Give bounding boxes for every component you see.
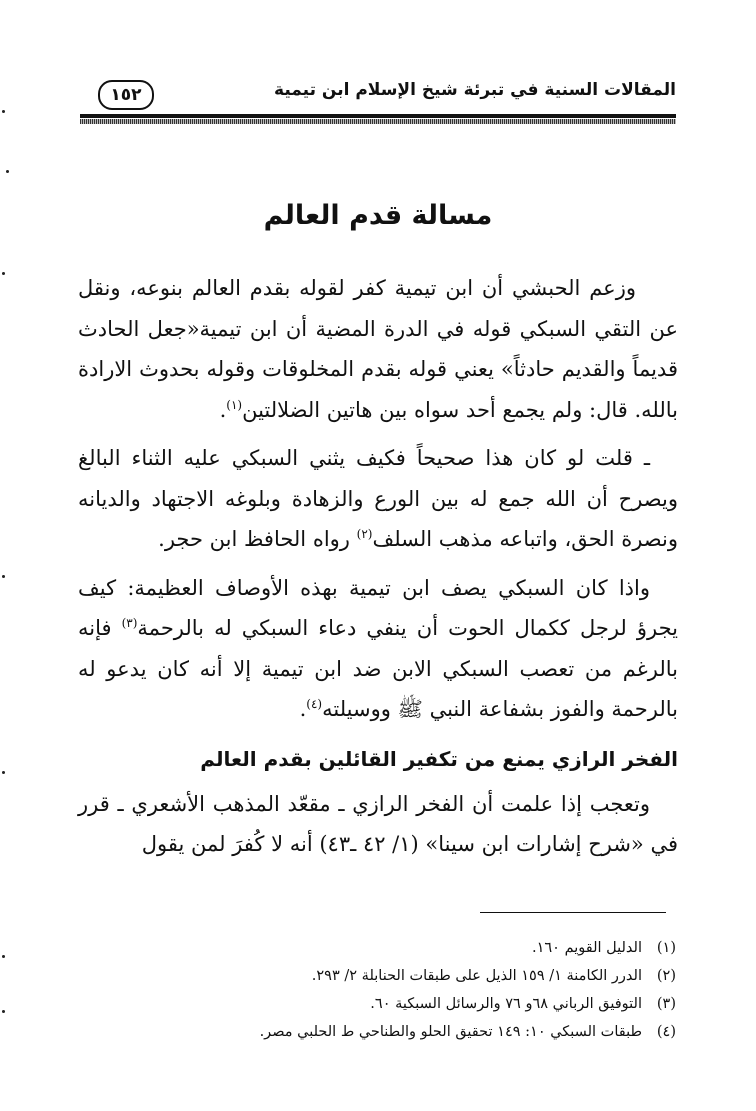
footnote-number: (٢) — [656, 968, 676, 984]
section-subheading: الفخر الرازي يمنع من تكفير القائلين بقدم العالم — [200, 746, 678, 771]
paragraph-text: ـ قلت لو كان هذا صحيحاً فكيف يثني السبكي عليه الثناء البالغ ويصرح أن الله جمع له بين الورع والزهادة وبلوغه الاجتهاد والديانه ونصرة الحق، واتباعه مذهب السلف — [78, 446, 678, 551]
scan-speck — [2, 771, 5, 774]
footnote-text: الدليل القويم ١٦٠. — [532, 940, 642, 956]
scan-speck — [2, 575, 5, 578]
footnote-ref: (٣) — [121, 616, 138, 630]
footnotes — [140, 934, 676, 1046]
footnote-number: (١) — [656, 940, 676, 956]
scan-speck — [2, 955, 5, 958]
footnote-number: (٣) — [656, 996, 676, 1012]
footnote-text: طبقات السبكي ١٠: ١٤٩ تحقيق الحلو والطناحي ط الحلبي مصر. — [259, 1024, 642, 1040]
paragraph-text: رواه الحافظ ابن حجر. — [158, 527, 357, 551]
scan-speck — [2, 110, 5, 113]
footnote-ref: (٤) — [306, 697, 323, 711]
footnote-separator — [480, 912, 666, 913]
paragraph-text: واذا كان السبكي يصف ابن تيمية بهذه الأوصاف العظيمة: كيف يجرؤ لرجل ككمال الحوت أن ينفي دعاء السبكي له بالرحمة — [78, 575, 679, 640]
page-number: ١٥٢ — [98, 80, 154, 110]
footnote-number: (٤) — [656, 1024, 676, 1040]
scan-speck — [2, 272, 5, 275]
paragraph — [78, 438, 678, 560]
paragraph — [78, 568, 678, 730]
paragraph — [78, 268, 678, 430]
scan-speck — [2, 1010, 5, 1013]
footnote-text: الدرر الكامنة ١/ ١٥٩ الذيل على طبقات الحنابلة ٢/ ٢٩٣. — [311, 968, 642, 984]
footnote-ref: (٢) — [356, 527, 373, 541]
chapter-title: مسالة قدم العالم — [263, 200, 493, 231]
footnote — [140, 962, 676, 990]
footnote-text: التوفيق الرباني ٦٨و ٧٦ والرسائل السبكية ٦٠. — [370, 996, 642, 1012]
paragraph-text: . — [299, 697, 307, 721]
paragraph: وتعجب إذا علمت أن الفخر الرازي ـ مقعّد المذهب الأشعري ـ قرر في «شرح إشارات ابن سينا» (١/ ٤٢ ـ٤٣) أنه لا كُفرَ لمن يقول — [78, 791, 678, 856]
paragraph-text: وزعم الحبشي أن ابن تيمية كفر لقوله بقدم العالم بنوعه، ونقل عن التقي السبكي قوله في الدرة المضية أن ابن تيمية«جعل الحادث قديماً والقديم حادثاً» يعني قوله بقدم المخلوقات وقوله بحدوث الارادة بالله. قال: ولم يجمع أحد سواه بين هاتين الضلالتين — [78, 276, 678, 422]
body-text — [78, 268, 678, 873]
paragraph-text: فإنه بالرغم من تعصب السبكي الابن ضد ابن تيمية إلا أنه كان يدعو له بالرحمة والفوز بشفاعة النبي ﷺ ووسيلته — [78, 616, 678, 721]
header-rule — [80, 114, 676, 118]
footnote-ref: (١) — [226, 397, 243, 412]
footnote — [140, 1018, 676, 1046]
footnote — [140, 990, 676, 1018]
footnote — [140, 934, 676, 962]
scan-speck — [6, 170, 9, 173]
header-title: المقالات السنية في تبرئة شيخ الإسلام ابن تيمية — [274, 80, 676, 100]
running-header — [80, 78, 676, 118]
paragraph-text: . — [219, 397, 227, 422]
header-rule-hatched — [80, 119, 676, 124]
